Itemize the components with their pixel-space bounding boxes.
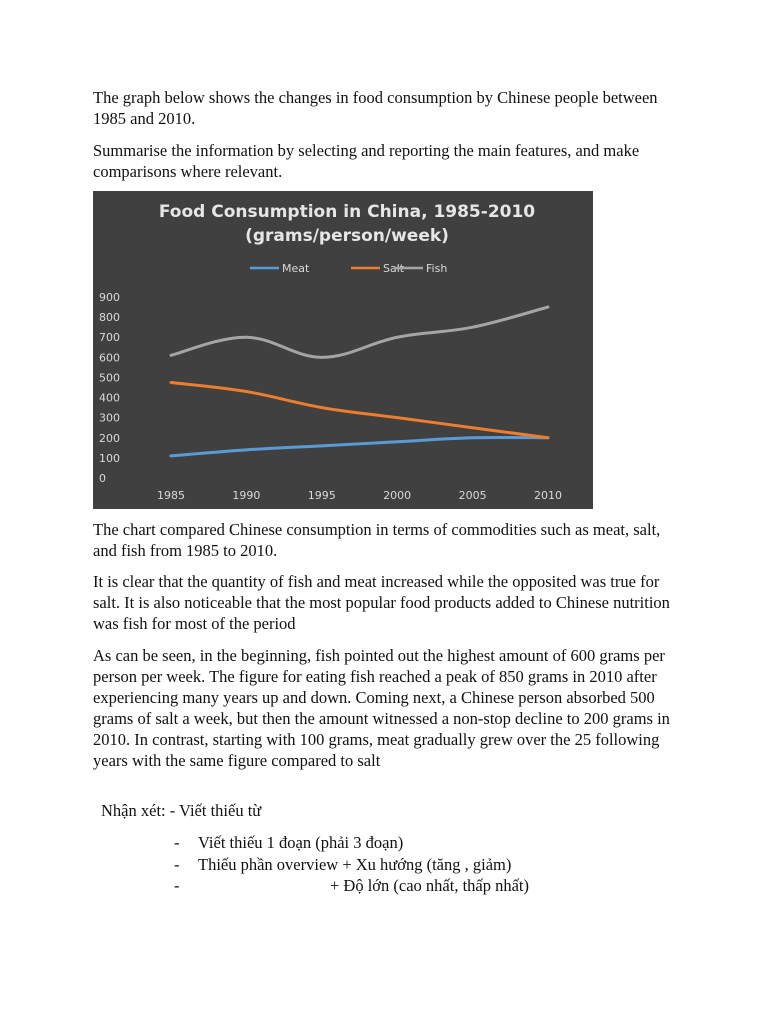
chart-title-line-1: Food Consumption in China, 1985-2010 [158, 202, 536, 222]
x-axis-ticks [157, 489, 562, 502]
legend-label-fish: Fish [426, 262, 448, 275]
x-tick-label: 1990 [232, 489, 261, 502]
task-prompt-line-1: The graph below shows the changes in food consumption by Chinese people between 1985 and 2010. [93, 88, 658, 128]
bullet-dash: - [174, 876, 180, 895]
y-axis-ticks [99, 291, 120, 485]
y-tick-label: 400 [99, 391, 120, 405]
y-tick-label: 800 [99, 311, 120, 325]
y-tick-label: 900 [99, 291, 120, 304]
x-tick-label: 2005 [458, 489, 487, 502]
y-tick-label: 200 [99, 431, 120, 445]
feedback-item [174, 832, 529, 854]
series-line-salt [171, 382, 548, 437]
x-tick-label: 1985 [157, 489, 185, 502]
chart-title-line-2: (grams/person/week) [245, 226, 449, 246]
essay-overview: It is clear that the quantity of fish and meat increased while the opposited was true for salt. It is also noticeable that the most popular food products added to Chinese nutrition was fish for most of the period [93, 572, 670, 633]
x-tick-label: 2000 [383, 489, 412, 502]
feedback-item [174, 875, 529, 897]
y-tick-label: 600 [99, 351, 120, 365]
y-tick-label: 100 [99, 451, 120, 465]
y-tick-label: 0 [99, 472, 106, 485]
legend-label-salt: Salt [383, 262, 405, 275]
feedback-item-text: Thiếu phần overview + Xu hướng (tăng , giảm) [198, 854, 512, 874]
essay-introduction: The chart compared Chinese consumption in terms of commodities such as meat, salt, and fish from 1985 to 2010. [93, 520, 661, 560]
feedback-item [174, 854, 529, 876]
x-tick-label: 2010 [534, 489, 562, 502]
bullet-dash: - [174, 833, 180, 852]
chart-legend [250, 262, 447, 275]
series-line-fish [171, 307, 548, 357]
y-tick-label: 300 [99, 411, 120, 425]
x-tick-label: 1995 [307, 489, 336, 502]
feedback-item-text: Viết thiếu 1 đoạn (phải 3 đoạn) [198, 833, 404, 852]
bullet-dash: - [174, 854, 180, 874]
y-tick-label: 500 [99, 371, 120, 385]
task-prompt-line-2: Summarise the information by selecting and reporting the main features, and make comparisons where relevant. [93, 141, 640, 181]
feedback-item-text: + Độ lớn (cao nhất, thấp nhất) [198, 876, 530, 895]
legend-label-meat: Meat [282, 262, 310, 275]
essay-detail: As can be seen, in the beginning, fish pointed out the highest amount of 600 grams per person per week. The figure for eating fish reached a peak of 850 grams in 2010 after experiencing many years up and down. Coming next, a Chinese person absorbed 500 grams of salt a week, but then the amount witnessed a non-stop decline to 200 grams in 2010. In contrast, starting with 100 grams, meat gradually grew over the 25 following years with the same figure compared to salt [93, 646, 670, 770]
chart-series [171, 307, 548, 456]
y-tick-label: 700 [99, 331, 120, 345]
feedback-list [174, 832, 529, 897]
feedback-heading: Nhận xét: - Viết thiếu từ [101, 801, 262, 820]
chart-svg [93, 191, 593, 509]
series-line-meat [171, 437, 548, 455]
line-chart [93, 191, 593, 509]
